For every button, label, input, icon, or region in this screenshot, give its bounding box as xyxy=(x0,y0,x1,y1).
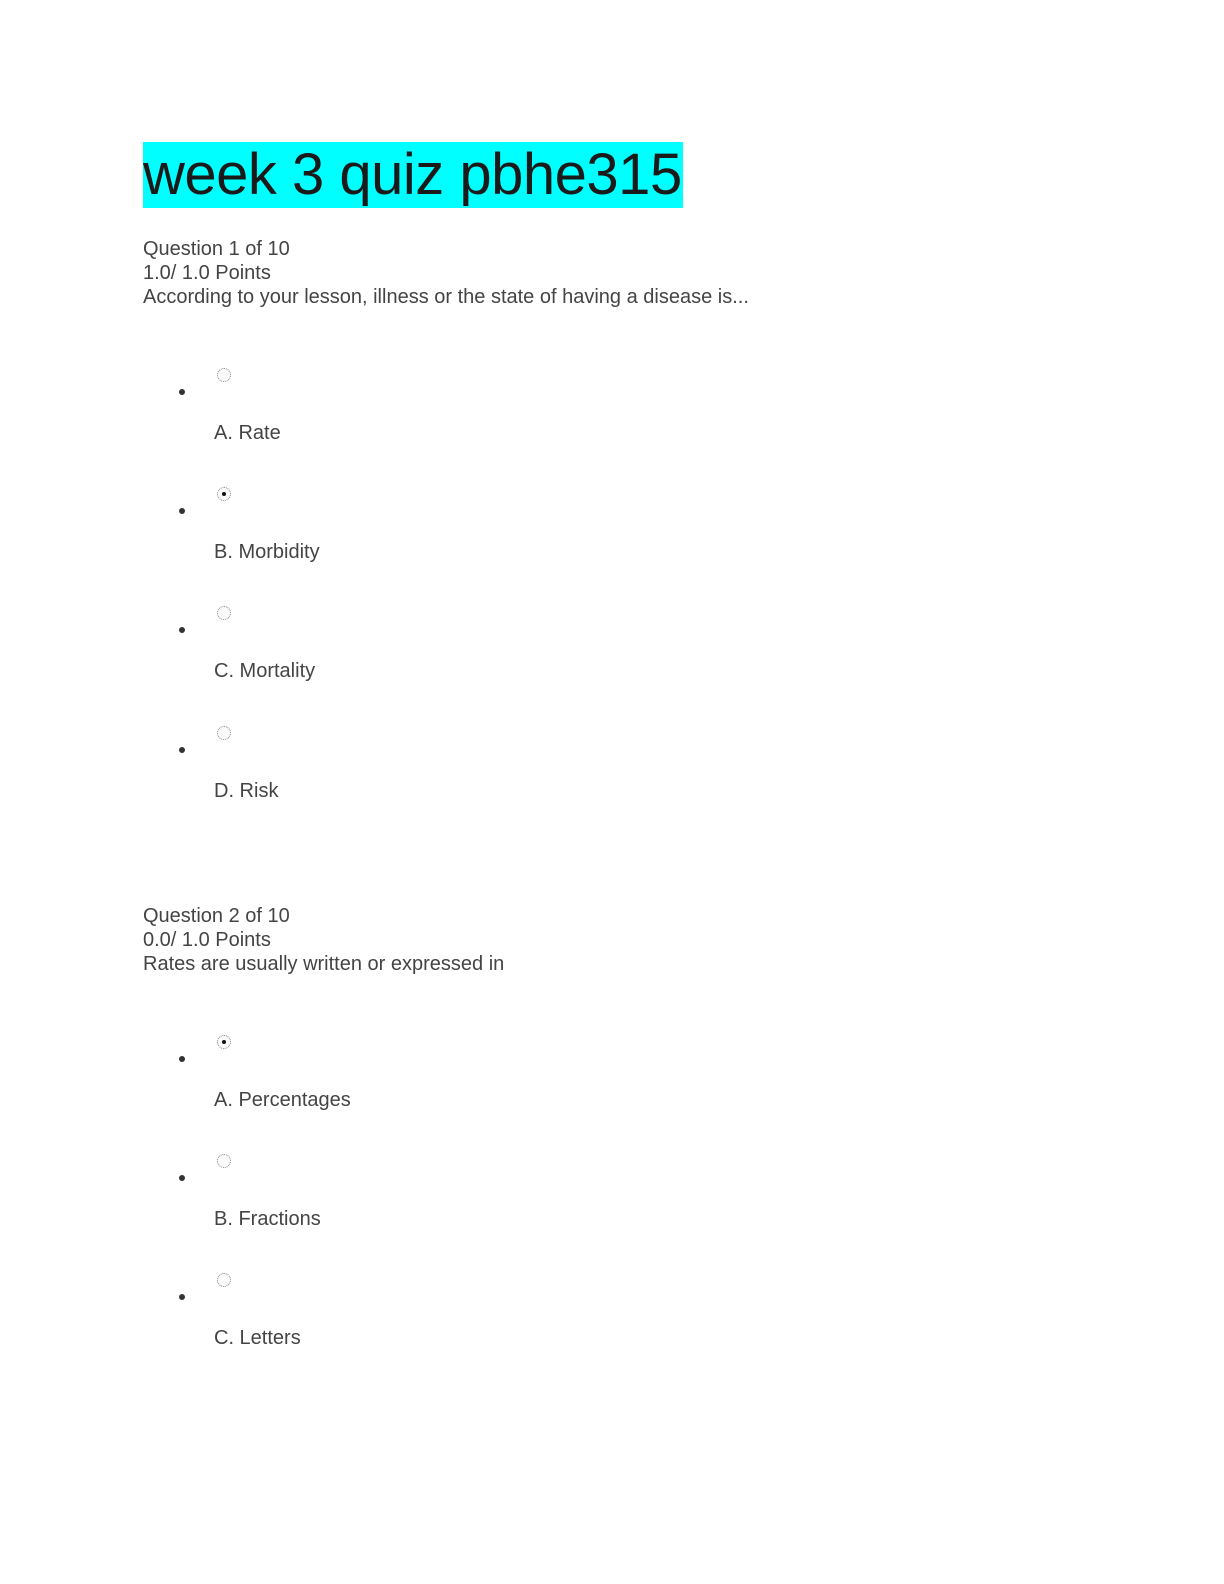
option-label: C. Letters xyxy=(214,1327,301,1349)
question-1 xyxy=(143,237,1143,802)
answer-option[interactable] xyxy=(143,1035,1043,1145)
question-points: 0.0/ 1.0 Points xyxy=(143,929,271,951)
answer-option[interactable] xyxy=(143,368,1043,478)
option-label: D. Risk xyxy=(214,780,279,802)
radio-button-icon[interactable] xyxy=(217,606,231,620)
page-title: week 3 quiz pbhe315 xyxy=(143,142,682,207)
bullet-icon xyxy=(179,508,185,514)
answer-option[interactable] xyxy=(143,606,1043,716)
question-2 xyxy=(143,904,1143,1349)
bullet-icon xyxy=(179,389,185,395)
radio-button-icon[interactable] xyxy=(217,726,231,740)
question-prompt: Rates are usually written or expressed in xyxy=(143,953,505,975)
option-label: B. Fractions xyxy=(214,1208,321,1230)
answer-option[interactable] xyxy=(143,1273,1043,1383)
bullet-icon xyxy=(179,747,185,753)
radio-button-selected-icon[interactable] xyxy=(217,487,231,501)
option-label: A. Rate xyxy=(214,422,281,444)
answer-option[interactable] xyxy=(143,487,1043,597)
question-header: Question 1 of 10 xyxy=(143,238,290,260)
question-prompt: According to your lesson, illness or the state of having a disease is... xyxy=(143,286,749,308)
question-header: Question 2 of 10 xyxy=(143,905,290,927)
question-points: 1.0/ 1.0 Points xyxy=(143,262,271,284)
bullet-icon xyxy=(179,627,185,633)
answer-option[interactable] xyxy=(143,1154,1043,1264)
option-label: B. Morbidity xyxy=(214,541,320,563)
answer-option[interactable] xyxy=(143,726,1043,836)
radio-button-icon[interactable] xyxy=(217,1273,231,1287)
radio-button-selected-icon[interactable] xyxy=(217,1035,231,1049)
option-label: C. Mortality xyxy=(214,660,316,682)
bullet-icon xyxy=(179,1294,185,1300)
bullet-icon xyxy=(179,1056,185,1062)
bullet-icon xyxy=(179,1175,185,1181)
radio-button-icon[interactable] xyxy=(217,1154,231,1168)
option-label: A. Percentages xyxy=(214,1089,351,1111)
radio-button-icon[interactable] xyxy=(217,368,231,382)
